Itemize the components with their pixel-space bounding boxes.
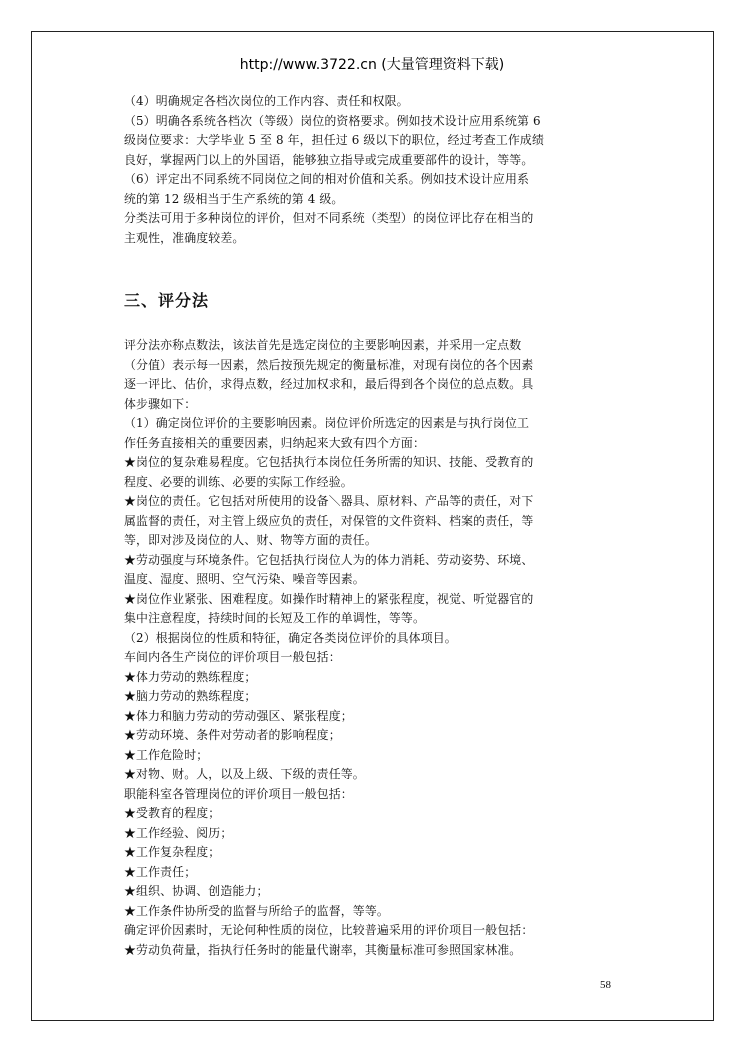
paragraph-line: 逐一评比、估价，求得点数，经过加权求和，最后得到各个岗位的总点数。具 (124, 377, 534, 391)
bullet-line: ★工作危险时； (124, 747, 209, 762)
bullet-line: ★体力劳动的熟练程度； (124, 669, 257, 684)
paragraph-line: 分类法可用于多种岗位的评价，但对不同系统（类型）的岗位评比存在相当的 (124, 211, 534, 225)
paragraph-line: 温度、湿度、照明、空气污染、噪音等因素。 (124, 572, 365, 586)
paragraph-line: （2）根据岗位的性质和特征，确定各类岗位评价的具体项目。 (124, 630, 457, 645)
bullet-line: ★组织、协调、创造能力； (124, 884, 269, 898)
paragraph-line: 程度、必要的训练、必要的实际工作经验。 (124, 474, 353, 489)
paragraph-line: （分值）表示每一因素，然后按预先规定的衡量标准，对现有岗位的各个因素 (124, 357, 534, 372)
bullet-line: ★对物、财。人，以及上级、下级的责任等。 (124, 767, 365, 781)
paragraph-line: （1）确定岗位评价的主要影响因素。岗位评价所选定的因素是与执行岗位工 (124, 416, 530, 430)
paragraph-line: （4）明确规定各档次岗位的工作内容、责任和权限。 (124, 94, 409, 108)
paragraph-line: 确定评价因素时，无论何种性质的岗位，比较普遍采用的评价项目一般包括： (124, 923, 534, 937)
paragraph-line: 良好，掌握两门以上的外国语，能够独立指导或完成重要部件的设计，等等。 (124, 152, 534, 167)
paragraph-line: 体步骤如下： (124, 396, 197, 411)
bullet-line: ★工作经验、阅历； (124, 825, 233, 840)
paragraph-line: 职能科室各管理岗位的评价项目一般包括： (124, 786, 353, 801)
section-heading: 三、评分法 (124, 291, 210, 310)
paragraph-line: 统的第 12 级相当于生产系统的第 4 级。 (124, 191, 344, 206)
paragraph-line: 评分法亦称点数法，该法首先是选定岗位的主要影响因素，并采用一定点数 (124, 338, 522, 352)
bullet-line: ★受教育的程度； (124, 806, 221, 820)
bullet-line: ★劳动负荷量，指执行任务时的能量代谢率，其衡量标准可参照国家林准。 (124, 942, 522, 957)
bullet-line: ★岗位作业紧张、困难程度。如操作时精神上的紧张程度，视觉、听觉器官的 (124, 591, 534, 606)
paragraph-line: 主观性，准确度较差。 (124, 230, 245, 245)
bullet-line: ★劳动强度与环境条件。它包括执行岗位人为的体力消耗、劳动姿势、环境、 (124, 552, 534, 567)
section-point-method (124, 336, 636, 960)
bullet-line: ★工作责任； (124, 864, 197, 879)
paragraph-line: 作任务直接相关的重要因素，归纳起来大致有四个方面： (124, 435, 426, 450)
paragraph-line: 等，即对涉及岗位的人、财、物等方面的责任。 (124, 533, 377, 547)
section-classification-tail (124, 92, 636, 248)
bullet-line: ★脑力劳动的熟练程度； (124, 689, 257, 703)
paragraph-line: 属监督的责任，对主管上级应负的责任，对保管的文件资料、档案的责任，等 (124, 513, 534, 528)
bullet-line: ★工作条件协所受的监督与所给子的监督，等等。 (124, 903, 389, 918)
header-url-line[interactable]: http://www.3722.cn (大量管理资料下载) (239, 57, 505, 73)
paragraph-line: 集中注意程度，持续时间的长短及工作的单调性，等等。 (124, 611, 426, 625)
bullet-line: ★岗位的责任。它包括对所使用的设备＼器具、原材料、产品等的责任，对下 (124, 494, 534, 508)
paragraph-line: 级岗位要求：大学毕业 5 至 8 年，担任过 6 级以下的职位，经过考查工作成绩 (124, 133, 544, 147)
bullet-line: ★岗位的复杂难易程度。它包括执行本岗位任务所需的知识、技能、受教育的 (124, 455, 534, 469)
paragraph-line: （6）评定出不同系统不同岗位之间的相对价值和关系。例如技术设计应用系 (124, 172, 530, 186)
page-number: 58 (600, 979, 611, 991)
paragraph-line: （5）明确各系统各档次（等级）岗位的资格要求。例如技术设计应用系统第 6 (124, 113, 541, 128)
bullet-line: ★体力和脑力劳动的劳动强区、紧张程度； (124, 708, 353, 723)
bullet-line: ★工作复杂程度； (124, 845, 221, 859)
bullet-line: ★劳动环境、条件对劳动者的影响程度； (124, 728, 341, 742)
paragraph-line: 车间内各生产岗位的评价项目一般包括： (124, 650, 341, 664)
